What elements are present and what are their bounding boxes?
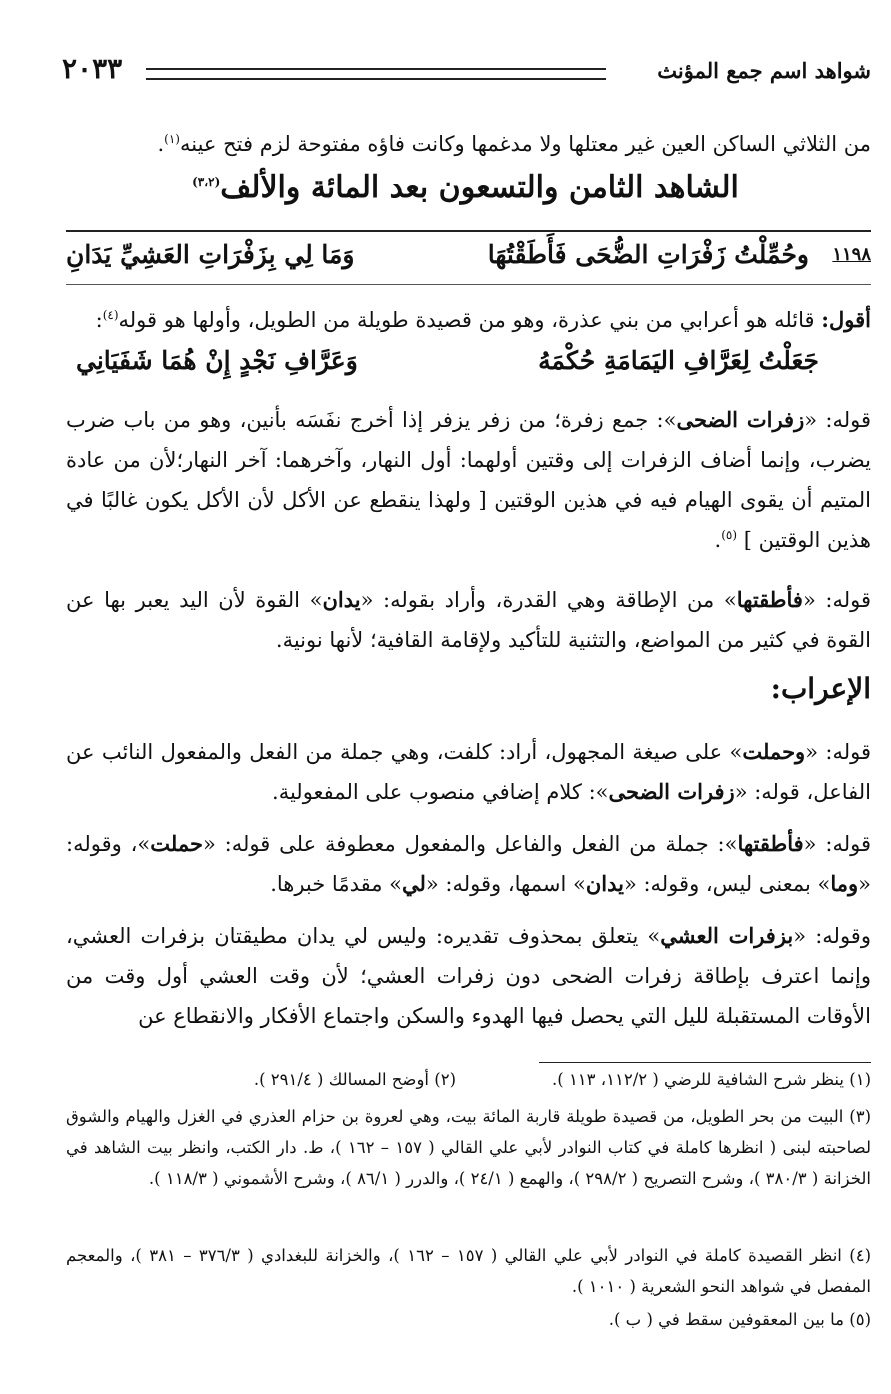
i3rab-mid: » اسمها، وقوله: « [425,872,586,896]
term: وحملت [742,739,806,764]
verse-hemistich-second: وَمَا لِي بِزَفْرَاتِ العَشِيِّ يَدَانِ [66,240,355,269]
verse-hemistich-first: وحُمِّلْتُ زَفْرَاتِ الضُّحَى فَأَطَقْتُهَا [487,240,809,269]
term: فأطقتها [736,587,803,612]
term: يدان [585,871,624,896]
term: زفرات الضحى [676,407,805,432]
footnote-separator [539,1062,871,1063]
page-number: ٢٠٣٣ [62,52,123,85]
i3rab-mid: » بمعنى ليس، وقوله: « [623,872,831,896]
term: يدان [322,587,361,612]
bizafarat-text: » يتعلق بمحذوف تقديره: وليس لي يدان مطيقتان بزفرات العشي، وإنما اعترف بإطاقة زفرات الضحى دون زفرات العشي؛ لأن وقت العشي أول وقت من الأوقات المستقبلة لليل التي يحصل فيها الهدوء والسكن واجتماع الأفكار والانقطاع عن [66,924,871,1028]
term: زفرات الضحى [608,779,735,804]
term: بزفرات العشي [660,923,794,948]
footnote-ref: (١) [164,132,180,146]
aqul-paragraph [66,300,871,340]
aqul-label: أقول: [821,307,871,332]
footnote-row-1-2 [66,1070,871,1101]
aqul-colon: : [95,308,103,332]
zafarat-text: »: جمع زفرة؛ من زفر يزفر إذا أخرج نفَسَه بأنين، وهو من باب ضرب يضرب، وإنما أضاف الزفرات إلى وقتين أولهما: أول النهار، وآخرهما: آخر النهار؛لأن من عادة المتيم أن يقوى الهيام فيه في هذين الوقتين [ ولهذا ينقطع عن الأكل لأن الأكل يكون غالبًا في هذين الوقتين ] [66,408,871,552]
heading-text: الشاهد الثامن والتسعون بعد المائة والألف [220,170,739,205]
footnote-2: (٢) أوضح المسالك ( ٢٩١/٤ ). [253,1070,456,1089]
zafarat-paragraph [66,400,871,560]
i3rab-mid: »: جملة من الفعل والفاعل والمفعول معطوفة على قوله: « [202,832,738,856]
running-title: شواهد اسم جمع المؤنث [657,58,871,83]
term: حملت [150,831,203,856]
quote-open: قوله: « [803,832,871,856]
footnote-4: (٤) انظر القصيدة كاملة في النوادر لأبي علي القالي ( ١٥٧ – ١٦٢ )، والخزانة للبغدادي ( ٣٧٦/٣ – ٣٨١ )، والمعجم المفصل في شواهد النحو الشعرية ( ١٠١٠ ). [66,1246,872,1296]
first-verse [66,346,871,390]
footnote-1: (١) ينظر شرح الشافية للرضي ( ١١٢/٢، ١١٣ ). [552,1070,871,1089]
term: فأطقتها [737,831,804,856]
quote-open: وقوله: « [793,924,871,948]
footnote-3: (٣) البيت من بحر الطويل، من قصيدة طويلة قاربة المائة بيت، وهي لعروة بن حزام العذري في الغزل والهيام والشوق لصاحبته لبنى ( انظرها كاملة في كتاب النوادر لأبي علي القالي ( ١٥٧ – ١٦٢ )، ط. دار الكتب، وانظر بيت الشاهد في الخزانة ( ٣٨٠/٣ )، وشرح التصريح ( ٢٩٨/٢ )، والهمع ( ٢٤/١ )، والدرر ( ٨٦/١ )، وشرح الأشموني ( ١١٨/٣ ). [66,1107,871,1188]
term: لي [401,871,426,896]
quote-open: قوله: « [802,588,871,612]
intro-paragraph: من الثلاثي الساكن العين غير معتلها ولا مدغمها وكانت فاؤه مفتوحة لزم فتح عينه$^{(١)}$. [157,132,871,156]
first-verse-hemistich-second: وَعَرَّافِ نَجْدٍ إِنْ هُمَا شَفَيَانِي [76,346,358,375]
i3rab-mid: »، وقوله: « [66,832,871,896]
footnote-ref: (٤) [102,308,119,322]
first-verse-hemistich-first: جَعَلْتُ لِعَرَّافِ اليَمَامَةِ حُكْمَهُ [538,346,819,375]
verse-top-rule [66,230,871,232]
shahid-verse [66,236,871,280]
quote-open: قوله: « [804,408,871,432]
footnote-5: (٥) ما بين المعقوفين سقط في ( ب ). [608,1310,871,1329]
term: وما [830,871,859,896]
period: . [714,528,722,552]
quote-open: قوله: « [805,740,871,764]
ataqtuha-text: » القوة لأن اليد يعبر بها عن القوة في كثير من المواضع، والتثنية للتأكيد ولإقامة القافية؛ لأنها نونية. [66,588,871,652]
header-double-rule [146,68,606,80]
intro-text: من الثلاثي الساكن العين غير معتلها ولا مدغمها وكانت فاؤه مفتوحة لزم فتح عينه [179,132,871,156]
bizafarat-paragraph [66,916,871,1036]
humilat-text: »: كلام إضافي منصوب على المفعولية. [272,780,609,804]
humilat-mid: » على صيغة المجهول، أراد: كلفت، وهي جملة من الفعل والمفعول النائب عن الفاعل، قوله: « [66,740,871,804]
running-header [62,52,871,98]
ataqtuha-mid: » من الإطاقة وهي القدرة، وأراد بقوله: « [360,588,737,612]
i3rab-text: » مقدمًا خبرها. [270,872,402,896]
shahid-heading [60,170,871,205]
i3rab-heading: الإعراب: [770,672,871,705]
humilat-paragraph [66,732,871,812]
ataqtuha-i3rab-paragraph [66,824,871,904]
footnote-ref: (٣،٢) [192,175,221,189]
verse-bottom-rule [66,284,871,285]
ataqtuha-paragraph [66,580,871,660]
aqul-text: قائله هو أعرابي من بني عذرة، وهو من قصيدة طويلة من الطويل، وأولها هو قوله [118,308,815,332]
shahid-number: ١١٩٨ [832,244,871,265]
footnote-ref: (٥) [721,528,738,542]
